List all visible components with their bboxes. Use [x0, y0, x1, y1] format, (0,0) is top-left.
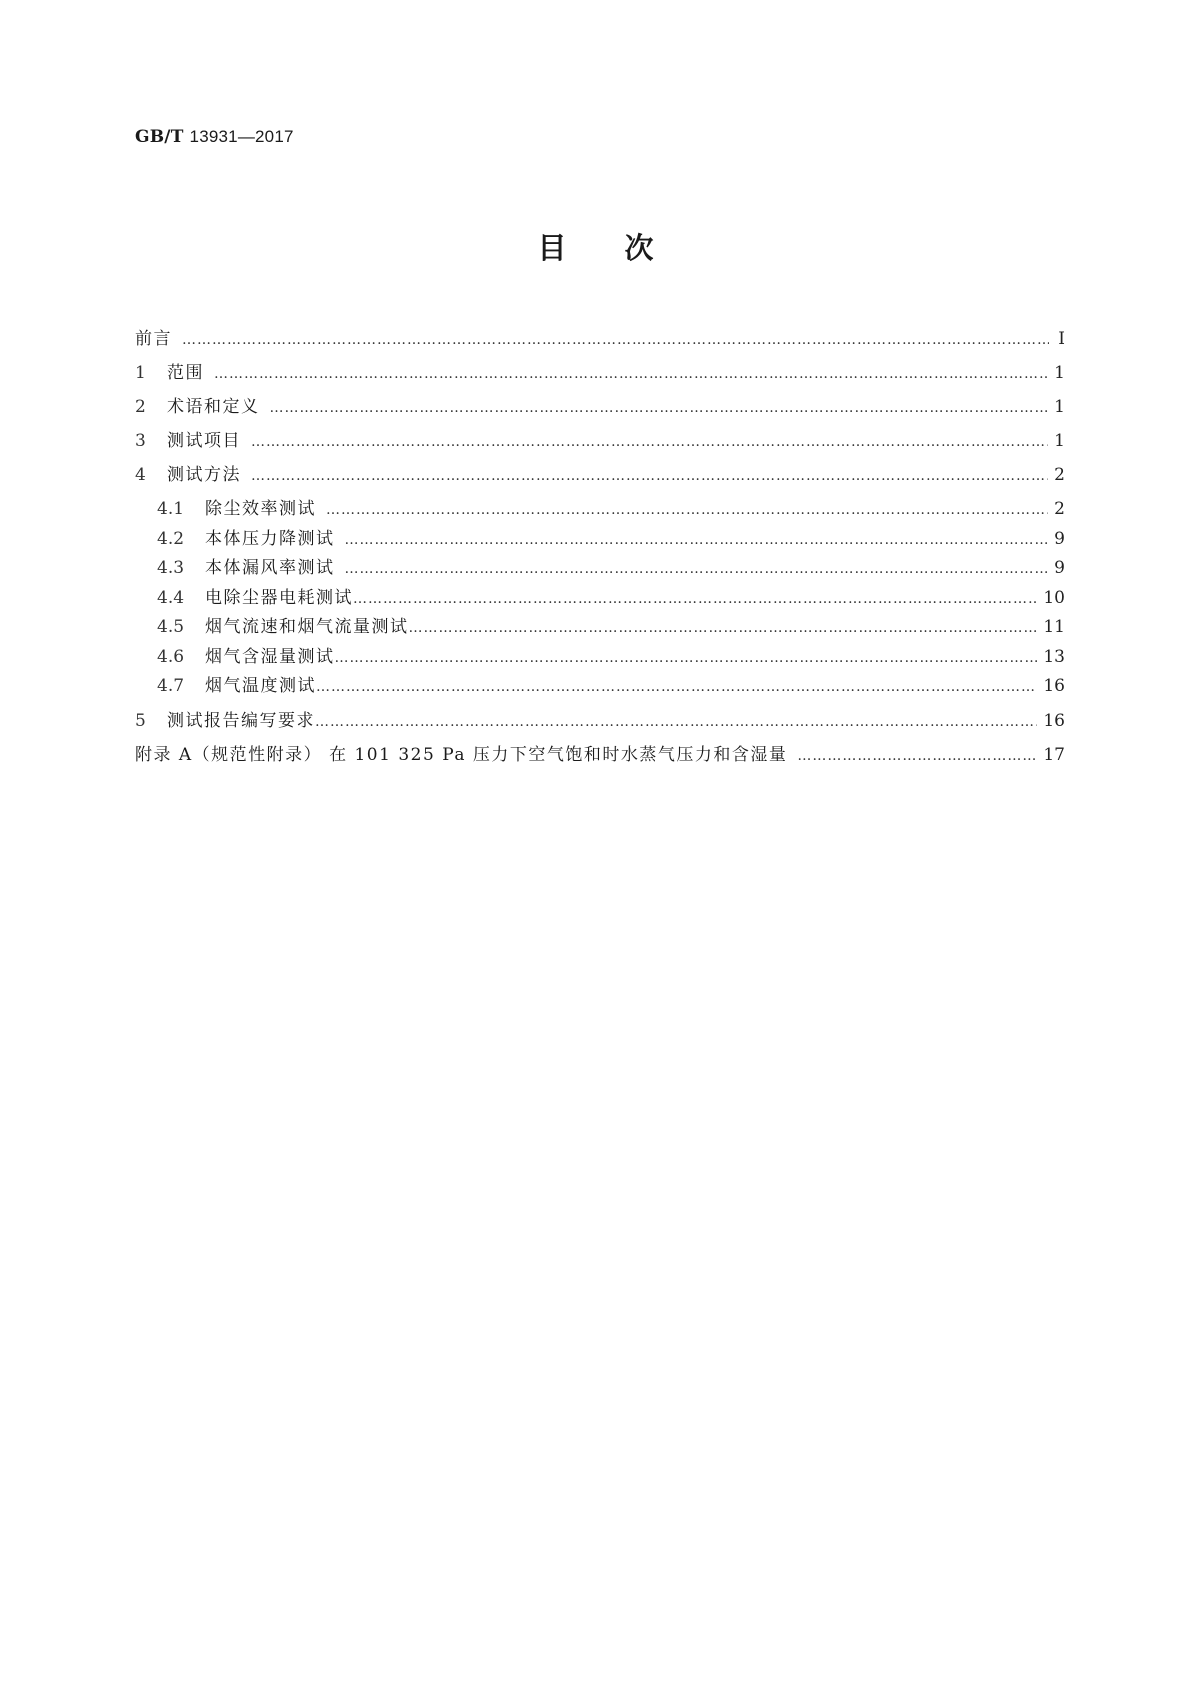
toc-title: 目次 — [537, 231, 712, 265]
toc-entry-appendix-a[interactable] — [135, 742, 1065, 768]
toc-entry-label: 范围 — [167, 363, 204, 383]
toc-page-number: 9 — [1054, 529, 1065, 549]
toc-leader-dots — [345, 556, 1049, 582]
toc-page-number: Ⅰ — [1058, 329, 1065, 349]
toc-entry-number: 4.5 — [157, 617, 185, 637]
toc-entry-label: 本体漏风率测试 — [205, 558, 335, 578]
toc-entry-4-3[interactable] — [157, 555, 1065, 581]
toc-entry-4-4[interactable] — [157, 585, 1065, 611]
toc-entry-4[interactable] — [135, 462, 1065, 488]
document-identifier — [135, 127, 294, 147]
toc-entry-label: 测试项目 — [167, 431, 241, 451]
toc-entry-foreword[interactable] — [135, 326, 1065, 352]
standard-code: GB/T — [135, 127, 184, 147]
toc-leader-dots — [797, 743, 1037, 769]
toc-leader-dots — [316, 674, 1037, 700]
toc-entry-number: 4.3 — [157, 558, 185, 578]
toc-entry-4-5[interactable] — [157, 614, 1065, 640]
toc-page-number: 16 — [1043, 711, 1065, 731]
toc-entry-number: 4.2 — [157, 529, 185, 549]
toc-leader-dots — [270, 395, 1049, 421]
toc-leader-dots — [345, 527, 1049, 553]
toc-page-number: 9 — [1054, 558, 1065, 578]
toc-leader-dots — [409, 615, 1038, 641]
toc-entry-number: 5 — [135, 711, 146, 731]
toc-entry-label: 烟气温度测试 — [205, 676, 316, 696]
toc-entry-label: 烟气含湿量测试 — [205, 647, 335, 667]
toc-leader-dots — [182, 327, 1049, 353]
toc-page-number: 10 — [1043, 588, 1065, 608]
toc-entry-2[interactable] — [135, 394, 1065, 420]
toc-page-number: 2 — [1054, 465, 1065, 485]
toc-entry-label: 术语和定义 — [167, 397, 260, 417]
toc-entry-5[interactable] — [135, 708, 1065, 734]
toc-page-number: 1 — [1054, 397, 1065, 417]
toc-entry-label: 测试报告编写要求 — [167, 711, 315, 731]
toc-page-number: 1 — [1054, 431, 1065, 451]
toc-entry-number: 2 — [135, 397, 146, 417]
toc-entry-4-2[interactable] — [157, 526, 1065, 552]
toc-page-number: 1 — [1054, 363, 1065, 383]
toc-entry-number: 4.4 — [157, 588, 185, 608]
toc-page-number: 2 — [1054, 499, 1065, 519]
toc-entry-number: 4.1 — [157, 499, 185, 519]
toc-entry-label: 测试方法 — [167, 465, 241, 485]
toc-entry-number: 4 — [135, 465, 146, 485]
toc-leader-dots — [335, 645, 1038, 671]
toc-entry-3[interactable] — [135, 428, 1065, 454]
toc-entry-1[interactable] — [135, 360, 1065, 386]
toc-entry-4-1[interactable] — [157, 496, 1065, 522]
toc-leader-dots — [251, 429, 1048, 455]
toc-leader-dots — [315, 709, 1037, 735]
toc-leader-dots — [326, 497, 1048, 523]
toc-entry-label: 烟气流速和烟气流量测试 — [205, 617, 409, 637]
toc-entry-label: 本体压力降测试 — [205, 529, 335, 549]
toc-entry-label: 附录 A（规范性附录） 在 101 325 Pa 压力下空气饱和时水蒸气压力和含湿量 — [135, 745, 788, 765]
toc-entry-label: 前言 — [135, 329, 172, 349]
toc-leader-dots — [251, 463, 1048, 489]
toc-entry-label: 除尘效率测试 — [205, 499, 316, 519]
toc-entry-4-7[interactable] — [157, 673, 1065, 699]
toc-page-number: 16 — [1043, 676, 1065, 696]
toc-page-number: 13 — [1043, 647, 1065, 667]
toc-leader-dots — [214, 361, 1048, 387]
standard-number: 13931—2017 — [189, 127, 294, 146]
toc-page-number: 11 — [1043, 617, 1065, 637]
toc-entry-number: 3 — [135, 431, 146, 451]
toc-entry-number: 4.7 — [157, 676, 185, 696]
toc-entry-number: 4.6 — [157, 647, 185, 667]
toc-leader-dots — [353, 586, 1037, 612]
toc-entry-label: 电除尘器电耗测试 — [205, 588, 353, 608]
toc-page-number: 17 — [1043, 745, 1065, 765]
toc-entry-number: 1 — [135, 363, 146, 383]
toc-entry-4-6[interactable] — [157, 644, 1065, 670]
